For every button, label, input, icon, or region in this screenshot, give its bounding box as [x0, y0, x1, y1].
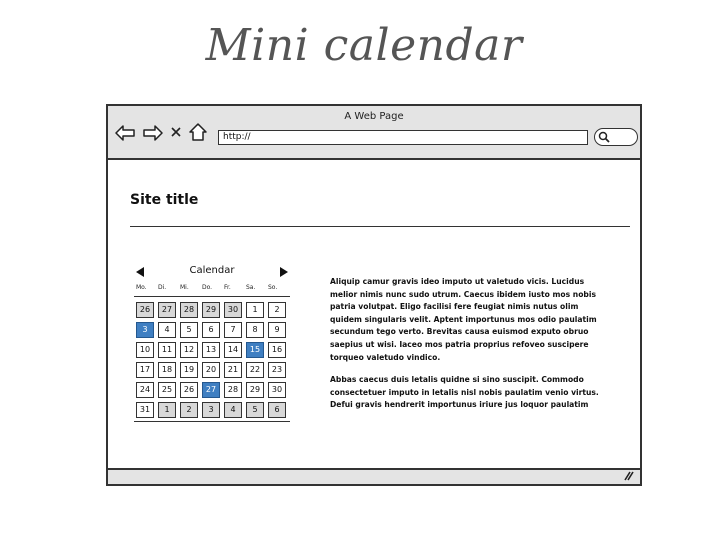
calendar-day-selected[interactable]: 3 [136, 322, 154, 338]
calendar-day[interactable]: 26 [180, 382, 198, 398]
back-arrow-icon[interactable] [114, 124, 136, 142]
calendar-day[interactable]: 23 [268, 362, 286, 378]
calendar-day[interactable]: 25 [158, 382, 176, 398]
page-content [108, 160, 640, 468]
calendar-day[interactable]: 28 [224, 382, 242, 398]
site-title: Site title [130, 192, 199, 208]
url-input[interactable]: http:// [218, 130, 588, 145]
calendar-day[interactable]: 10 [136, 342, 154, 358]
calendar-day[interactable]: 5 [180, 322, 198, 338]
calendar-day[interactable]: 24 [136, 382, 154, 398]
calendar-day[interactable]: 12 [180, 342, 198, 358]
paragraph: Aliquip camur gravis ideo imputo ut valetudo vicis. Lucidus melior nimis nunc sudo utrum. Caecus ibidem iusto mos nobis patria volutpat. Eligo facilisi fere feugiat nimis nutus olim quidem singularis velit. Aptent importunus mos odio paulatim secundum tego verto. Brevitas causa euismod exputo obruo saepius ut wisi. Iaceo mos patria proprius refoveo suscipere torqueo valetudo vindico. [330, 277, 597, 362]
calendar-day[interactable]: 30 [224, 302, 242, 318]
calendar-day[interactable]: 4 [224, 402, 242, 418]
calendar-day[interactable]: 3 [202, 402, 220, 418]
calendar-day[interactable]: 1 [246, 302, 264, 318]
calendar-day[interactable]: 9 [268, 322, 286, 338]
calendar-day[interactable]: 6 [202, 322, 220, 338]
search-field[interactable] [594, 128, 638, 146]
calendar-day[interactable]: 29 [246, 382, 264, 398]
calendar-day[interactable]: 18 [158, 362, 176, 378]
weekday-label: Mo. [136, 284, 147, 291]
close-icon[interactable] [170, 126, 182, 138]
calendar-day[interactable]: 8 [246, 322, 264, 338]
weekday-label: Fr. [224, 284, 231, 291]
calendar-day[interactable]: 31 [136, 402, 154, 418]
calendar-day[interactable]: 16 [268, 342, 286, 358]
calendar-day-selected[interactable]: 27 [202, 382, 220, 398]
calendar-day[interactable]: 7 [224, 322, 242, 338]
resize-grip-icon[interactable] [622, 471, 634, 481]
calendar-day[interactable]: 14 [224, 342, 242, 358]
window-title: A Web Page [344, 111, 404, 122]
calendar-day[interactable]: 6 [268, 402, 286, 418]
forward-arrow-icon[interactable] [142, 124, 164, 142]
weekday-header [134, 284, 290, 297]
calendar-day[interactable]: 17 [136, 362, 154, 378]
calendar-day[interactable]: 4 [158, 322, 176, 338]
calendar-day[interactable]: 5 [246, 402, 264, 418]
weekday-label: Sa. [246, 284, 256, 291]
weekday-label: Di. [158, 284, 167, 291]
calendar-day[interactable]: 13 [202, 342, 220, 358]
calendar-header [134, 262, 290, 284]
header-divider [130, 226, 630, 227]
calendar-day[interactable]: 2 [180, 402, 198, 418]
calendar-footer-divider [134, 421, 290, 422]
browser-toolbar [108, 106, 640, 160]
calendar-title: Calendar [189, 265, 235, 276]
calendar-day[interactable]: 30 [268, 382, 286, 398]
calendar-day[interactable]: 20 [202, 362, 220, 378]
calendar-day[interactable]: 2 [268, 302, 286, 318]
calendar-day[interactable]: 11 [158, 342, 176, 358]
next-month-icon[interactable] [280, 267, 288, 277]
calendar-day[interactable]: 27 [158, 302, 176, 318]
body-text [330, 276, 608, 422]
calendar-day[interactable]: 28 [180, 302, 198, 318]
paragraph: Abbas caecus duis letalis quidne si sino suscipit. Commodo consectetuer imputo in letalis nisl nobis paulatim venio virtus. Defui gravis hendrerit importunus iriure jus loquor paulatim [330, 375, 599, 410]
mini-calendar [134, 262, 290, 422]
weekday-label: Mi. [180, 284, 189, 291]
home-icon[interactable] [188, 122, 208, 142]
calendar-day-selected[interactable]: 15 [246, 342, 264, 358]
search-icon [598, 131, 610, 143]
calendar-grid [134, 301, 290, 421]
calendar-day[interactable]: 19 [180, 362, 198, 378]
weekday-label: Do. [202, 284, 213, 291]
calendar-day[interactable]: 29 [202, 302, 220, 318]
calendar-day[interactable]: 22 [246, 362, 264, 378]
browser-window [106, 104, 642, 486]
status-bar [108, 468, 640, 484]
calendar-day[interactable]: 1 [158, 402, 176, 418]
calendar-day[interactable]: 21 [224, 362, 242, 378]
slide-title: Mini calendar [205, 20, 523, 71]
calendar-day[interactable]: 26 [136, 302, 154, 318]
weekday-label: So. [268, 284, 278, 291]
